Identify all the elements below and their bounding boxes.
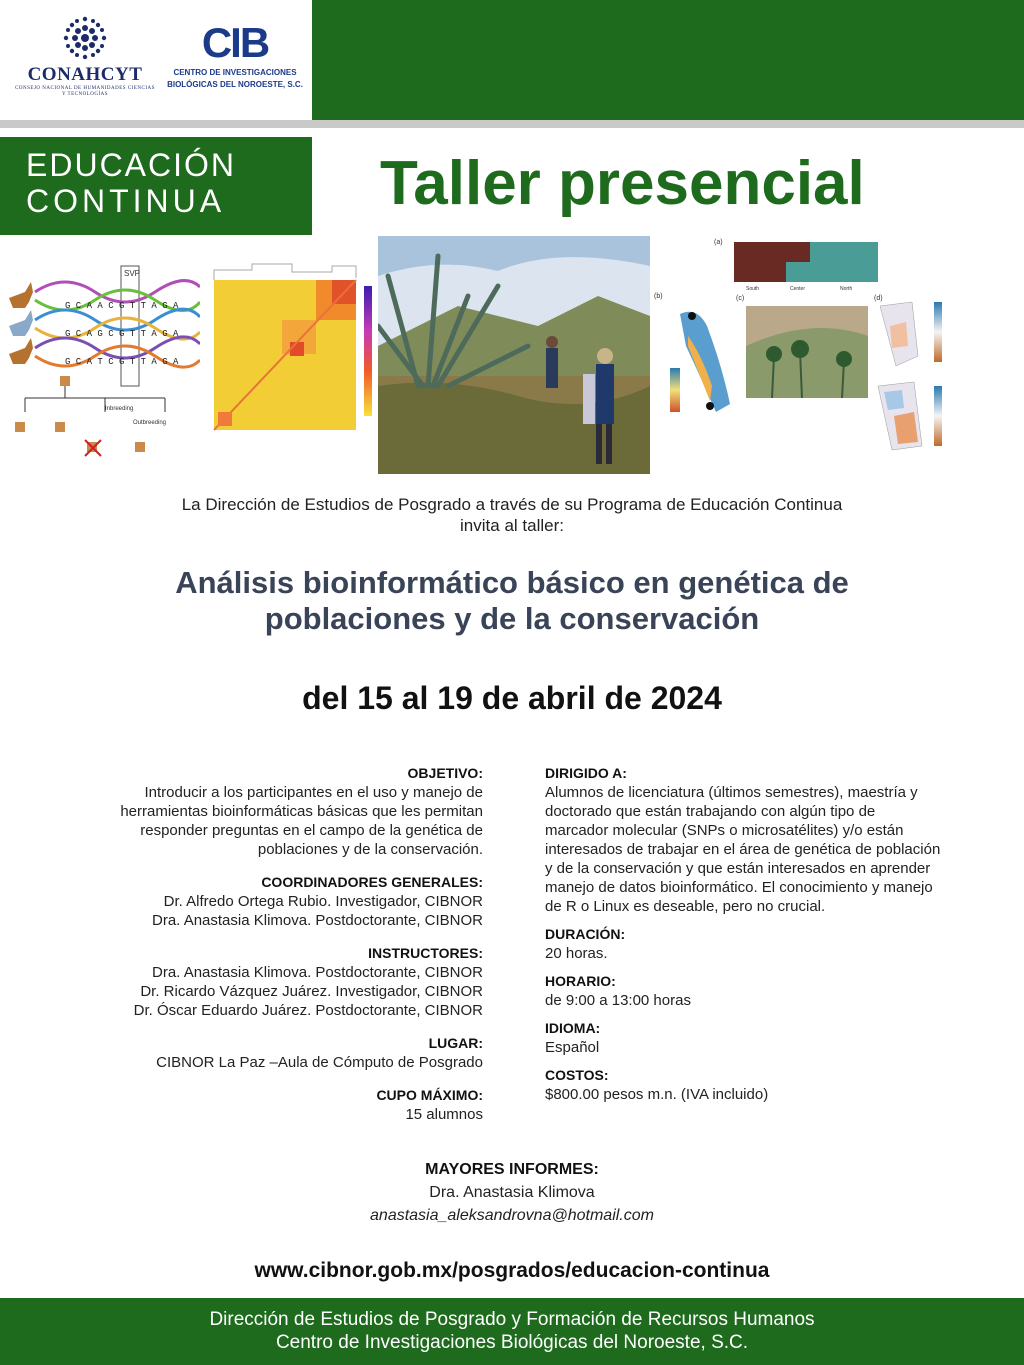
instructor-2: Dr. Ricardo Vázquez Juárez. Investigador, CIBNOR xyxy=(140,983,483,1000)
horario-label: HORARIO: xyxy=(545,973,616,989)
dirigido-text-5: y de la conservación y que están interesados en aprender xyxy=(545,860,931,877)
header-divider xyxy=(0,120,1024,128)
dirigido-text-7: de R o Linux es deseable, pero no crucial. xyxy=(545,898,826,915)
course-title-line1: Análisis bioinformático básico en genética de xyxy=(175,565,849,600)
contact-section xyxy=(0,1158,1024,1227)
bar-center-label: Center xyxy=(790,286,806,292)
bar-south-label: South xyxy=(746,286,760,292)
course-title xyxy=(0,565,1024,637)
conahcyt-name: CONAHCYT xyxy=(27,64,143,85)
lugar-text: CIBNOR La Paz –Aula de Cómputo de Posgrado xyxy=(156,1054,483,1071)
snp-label: SVP xyxy=(124,269,141,278)
panel-b-label: (b) xyxy=(654,293,663,300)
contact-label: MAYORES INFORMES: xyxy=(425,1161,599,1178)
lugar-label: LUGAR: xyxy=(428,1035,483,1051)
panel-a-label: (a) xyxy=(714,239,723,246)
footer-line2: Centro de Investigaciones Biológicas del Noroeste, S.C. xyxy=(275,1332,749,1353)
header-green-banner xyxy=(312,0,1024,120)
dirigido-text-2: doctorado que están trabajando con algún tipo de xyxy=(545,803,876,820)
cib-logo xyxy=(160,20,310,110)
footer-line1: Dirección de Estudios de Posgrado y Formación de Recursos Humanos xyxy=(209,1309,815,1330)
duracion-section xyxy=(545,925,1015,963)
bar-north-label: North xyxy=(840,286,853,292)
coordinador-2: Dra. Anastasia Klimova. Postdoctorante, CIBNOR xyxy=(152,912,483,929)
cupo-text: 15 alumnos xyxy=(405,1106,483,1123)
lugar-section xyxy=(40,1034,483,1072)
dna-seq-1: G C A A C G T T A G A xyxy=(65,301,179,311)
course-dates: del 15 al 19 de abril de 2024 xyxy=(302,680,722,716)
horario-section xyxy=(545,972,1015,1010)
instructor-1: Dra. Anastasia Klimova. Postdoctorante, CIBNOR xyxy=(152,964,483,981)
contact-name: Dra. Anastasia Klimova xyxy=(429,1184,595,1201)
dirigido-text-3: marcador molecular (SNPs o microsatélites) y/o están xyxy=(545,822,904,839)
objetivo-text-1: Introducir a los participantes en el uso y manejo de xyxy=(144,784,483,801)
cupo-label: CUPO MÁXIMO: xyxy=(376,1087,483,1103)
costos-section xyxy=(545,1066,1015,1104)
headline: Taller presencial xyxy=(380,149,865,218)
objetivo-text-2: herramientas bioinformáticas básicas que les permitan xyxy=(120,803,483,820)
coordinador-1: Dr. Alfredo Ortega Rubio. Investigador, CIBNOR xyxy=(163,893,483,910)
edu-line1: EDUCACIÓN xyxy=(26,147,237,183)
invitation-line1: La Dirección de Estudios de Posgrado a través de su Programa de Educación Continua xyxy=(181,495,843,514)
educacion-continua-box xyxy=(0,137,312,235)
idioma-label: IDIOMA: xyxy=(545,1020,601,1036)
invitation-text xyxy=(0,494,1024,536)
course-title-line2: poblaciones y de la conservación xyxy=(264,601,760,636)
coordinadores-label: COORDINADORES GENERALES: xyxy=(261,874,483,890)
duracion-text: 20 horas. xyxy=(545,945,608,962)
maps-figure xyxy=(652,236,972,458)
cib-mark: CIB xyxy=(201,19,269,66)
dna-seq-2: G C A G C G T T A G A xyxy=(65,329,179,339)
field-photo xyxy=(378,236,650,474)
conahcyt-emblem-icon xyxy=(61,14,109,62)
dirigido-section xyxy=(545,764,1015,916)
instructor-3: Dr. Óscar Eduardo Juárez. Postdoctorante, CIBNOR xyxy=(133,1002,483,1019)
cib-name-line2: BIOLÓGICAS DEL NOROESTE, S.C. xyxy=(167,80,303,89)
panel-c-label: (c) xyxy=(736,295,745,302)
dirigido-text-4: interesados de trabajar en el área de genética de población xyxy=(545,841,941,858)
costos-label: COSTOS: xyxy=(545,1067,609,1083)
duracion-label: DURACIÓN: xyxy=(545,926,626,942)
dirigido-label: DIRIGIDO A: xyxy=(545,765,627,781)
conahcyt-subtitle: CONSEJO NACIONAL DE HUMANIDADES CIENCIAS Y TECNOLOGÍAS xyxy=(15,86,155,97)
dna-snp-figure xyxy=(5,262,200,462)
conahcyt-logo xyxy=(14,14,156,114)
invitation-line2: invita al taller: xyxy=(460,516,564,535)
objetivo-text-3: responder preguntas en el campo de la genética de xyxy=(140,822,483,839)
details-left-column xyxy=(40,764,483,1138)
objetivo-text-4: poblaciones y de la conservación. xyxy=(257,841,483,858)
horario-text: de 9:00 a 13:00 horas xyxy=(545,992,691,1009)
panel-d-label: (d) xyxy=(874,295,883,302)
idioma-section xyxy=(545,1019,1015,1057)
dirigido-text-1: Alumnos de licenciatura (últimos semestres), maestría y xyxy=(545,784,918,801)
coordinadores-section xyxy=(40,873,483,930)
objetivo-label: OBJETIVO: xyxy=(407,765,483,781)
heatmap-figure xyxy=(212,262,378,434)
outbreeding-label: Outbreeding xyxy=(133,420,167,426)
contact-email[interactable]: anastasia_aleksandrovna@hotmail.com xyxy=(370,1207,654,1224)
instructores-label: INSTRUCTORES: xyxy=(368,945,483,961)
costos-text: $800.00 pesos m.n. (IVA incluido) xyxy=(545,1086,769,1103)
objetivo-section xyxy=(40,764,483,859)
logo-area xyxy=(0,0,312,120)
cib-name-line1: CENTRO DE INVESTIGACIONES xyxy=(173,68,297,77)
details-right-column xyxy=(545,764,1015,1113)
footer xyxy=(0,1298,1024,1365)
edu-line2: CONTINUA xyxy=(26,183,226,219)
dirigido-text-6: manejo de datos bioinformático. El conocimiento y manejo xyxy=(545,879,933,896)
website-link[interactable]: www.cibnor.gob.mx/posgrados/educacion-continua xyxy=(254,1259,770,1282)
dna-seq-3: G C A T C G T T A G A xyxy=(65,357,179,367)
cupo-section xyxy=(40,1086,483,1124)
inbreeding-label: Inbreeding xyxy=(105,406,134,412)
instructores-section xyxy=(40,944,483,1020)
idioma-text: Español xyxy=(545,1039,600,1056)
